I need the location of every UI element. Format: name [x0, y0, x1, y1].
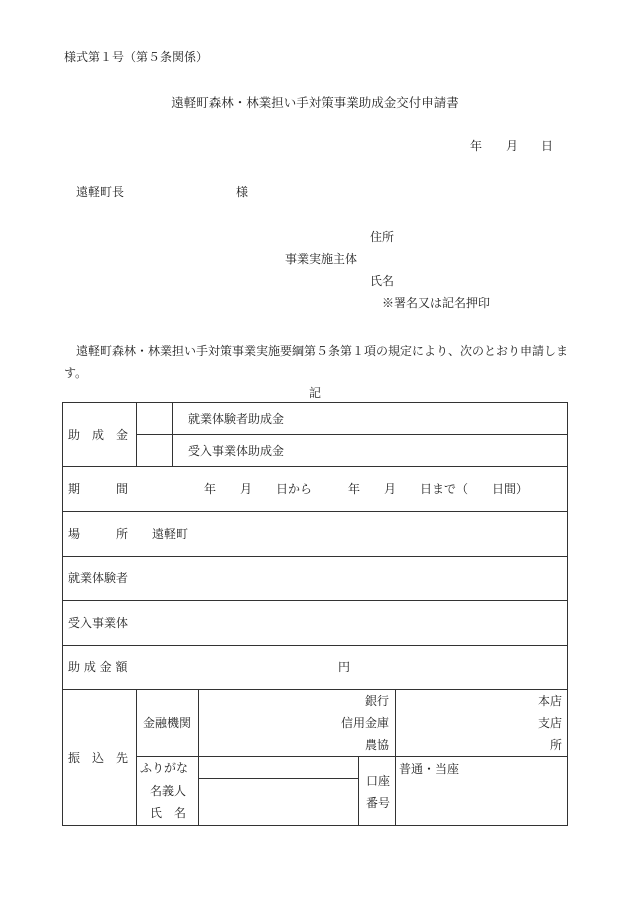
- amount-unit: 円: [338, 660, 351, 674]
- form-number: 様式第１号（第５条関係）: [64, 50, 209, 64]
- holder-name-field[interactable]: [202, 781, 354, 822]
- subsidy-option-1-checkbox[interactable]: [140, 409, 170, 431]
- subsidy-option-2: 受入事業体助成金: [188, 444, 285, 458]
- entity-label: 事業実施主体: [285, 252, 358, 266]
- amount-field[interactable]: [140, 649, 336, 685]
- address-label: 住所: [370, 230, 395, 244]
- branch-type-branch: 支店: [537, 716, 562, 730]
- holder-label-1: 名義人: [150, 784, 187, 798]
- subsidy-option-2-checkbox[interactable]: [140, 441, 170, 463]
- ki-heading: 記: [308, 386, 321, 400]
- subsidy-label: 助 成 金: [68, 428, 129, 442]
- bank-type-credit-union: 信用金庫: [340, 716, 389, 730]
- addressee: 遠軽町長: [76, 185, 125, 199]
- bank-label: 金融機関: [143, 716, 192, 730]
- document-title: 遠軽町森林・林業担い手対策事業助成金交付申請書: [171, 95, 459, 110]
- body-text: 遠軽町森林・林業担い手対策事業実施要綱第５条第１項の規定により、次のとおり申請します。: [64, 344, 569, 380]
- transfer-label: 振 込 先: [68, 751, 129, 765]
- host-field[interactable]: [140, 604, 564, 641]
- bank-type-bank: 銀行: [364, 694, 389, 708]
- bank-type-agri-coop: 農協: [364, 738, 389, 752]
- branch-type-main: 本店: [537, 694, 562, 708]
- trainee-label: 就業体験者: [68, 571, 129, 585]
- branch-type-office: 所: [549, 738, 562, 752]
- date-day-field[interactable]: 日: [541, 139, 554, 153]
- place-label: 場 所: [68, 527, 129, 541]
- account-number-field[interactable]: [399, 782, 563, 822]
- account-type[interactable]: 普通・当座: [399, 762, 460, 776]
- date-year-field[interactable]: 年: [470, 139, 483, 153]
- subsidy-option-1: 就業体験者助成金: [188, 412, 285, 426]
- holder-label-2: 氏 名: [150, 806, 187, 820]
- furigana-label: ふりがな: [140, 761, 189, 775]
- account-label-1: 口座: [366, 774, 391, 788]
- place-field[interactable]: 遠軽町: [152, 527, 189, 541]
- host-label: 受入事業体: [68, 616, 129, 630]
- name-label: 氏名: [370, 274, 395, 288]
- trainee-field[interactable]: [140, 560, 564, 596]
- period-label: 期 間: [68, 482, 129, 496]
- seal-note: ※署名又は記名押印: [382, 296, 491, 310]
- account-label-2: 番号: [366, 796, 391, 810]
- period-field[interactable]: 年 月 日から 年 月 日まで（ 日間）: [204, 482, 529, 496]
- amount-label: 助 成 金 額: [68, 660, 128, 674]
- honorific: 様: [236, 185, 249, 199]
- date-month-field[interactable]: 月: [506, 139, 519, 153]
- furigana-field[interactable]: [202, 759, 354, 776]
